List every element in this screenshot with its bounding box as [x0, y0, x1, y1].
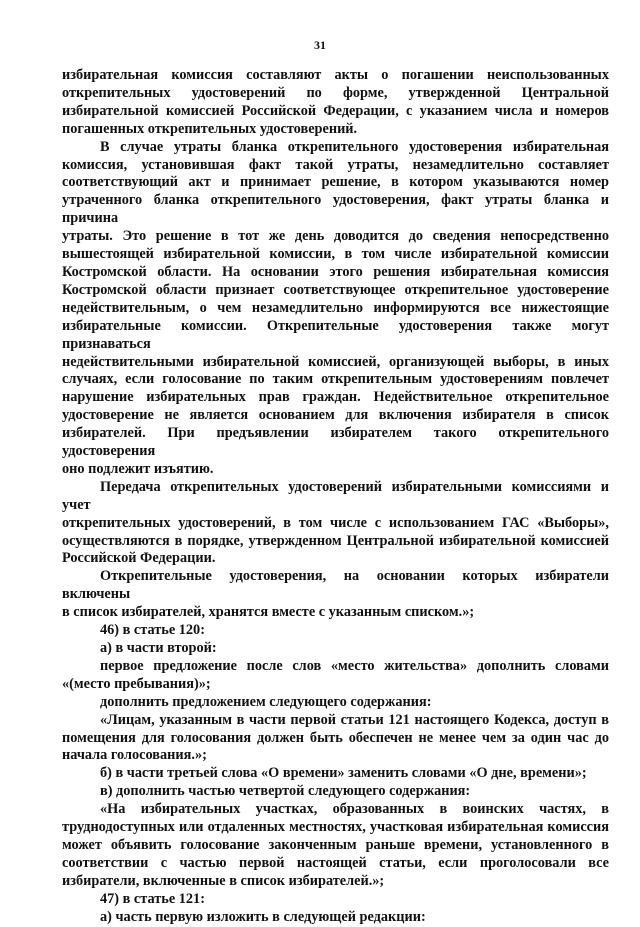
- document-body: [62, 67, 609, 927]
- text-line: «На избирательных участках, образованных в воинских частях, в: [100, 801, 609, 818]
- text-line: помещения для голосования должен быть обеспечен не менее чем за один час до: [62, 729, 609, 746]
- text-line: а) часть первую изложить в следующей редакции:: [100, 908, 426, 925]
- text-line: начала голосования.»;: [62, 747, 207, 764]
- paragraph-add-sentence: [62, 694, 609, 712]
- text-line: случаях, если голосование по таким открепительным удостоверениям повлечет: [62, 371, 609, 388]
- text-line: может объявить голосование законченным раньше времени, установленного в: [62, 836, 609, 853]
- text-line: избирательная комиссия составляют акты о погашении неиспользованных: [62, 67, 609, 83]
- text-line: недействительными избирательной комиссией, организующей выборы, в иных: [62, 353, 609, 370]
- text-line: избирательные комиссии. Открепительные удостоверения также могут признаваться: [62, 317, 609, 352]
- paragraph-early-close-quote: [62, 801, 609, 891]
- text-line: погашенных открепительных удостоверений.: [62, 120, 358, 137]
- paragraph-item-47: [62, 891, 609, 909]
- text-line: утраченного бланка открепительного удостоверения, факт утраты бланка и причина: [62, 192, 609, 227]
- text-line: избиратели, включенные в список избирателей.»;: [62, 872, 385, 889]
- text-line: Костромской области. На основании этого решения избирательная комиссия: [62, 263, 609, 280]
- text-line: нарушение избирательных прав граждан. Недействительное открепительное: [62, 389, 609, 406]
- text-line: соответствующий акт и принимает решение, в котором указываются номер: [62, 174, 609, 191]
- text-line: открепительных удостоверений, в том числе с использованием ГАС «Выборы»,: [62, 514, 609, 531]
- text-line: открепительных удостоверений по форме, утвержденной Центральной: [62, 84, 609, 101]
- text-line: Костромской области признает соответствующее открепительное удостоверение: [62, 281, 609, 298]
- paragraph-transfer-accounting: [62, 479, 609, 569]
- text-line: а) в части второй:: [100, 640, 217, 656]
- text-line: утраты. Это решение в тот же день доводится до сведения непосредственно: [62, 228, 609, 245]
- text-line: удостоверение не является основанием для включения избирателя в список: [62, 407, 609, 424]
- text-line: первое предложение после слов «место жительства» дополнить словами: [100, 657, 609, 674]
- text-line: недействительным, о чем незамедлительно информируются все нижестоящие: [62, 299, 609, 316]
- text-line: Передача открепительных удостоверений избирательными комиссиями и учет: [62, 478, 609, 513]
- text-line: в список избирателей, хранятся вместе с указанным списком.»;: [62, 604, 475, 621]
- text-line: Российской Федерации.: [62, 550, 216, 567]
- paragraph-item-46c: [62, 783, 609, 801]
- text-line: оно подлежит изъятию.: [62, 460, 214, 477]
- text-line: избирателей. При предъявлении избирателем такого открепительного удостоверения: [62, 425, 609, 460]
- page-number: 31: [314, 38, 326, 52]
- paragraph-first-sentence: [62, 658, 609, 694]
- text-line: вышестоящей избирательной комиссии, в том числе избирательной комиссии: [62, 246, 609, 263]
- text-line: комиссия, установившая факт такой утраты, незамедлительно составляет: [62, 156, 609, 173]
- text-line: «Лицам, указанным в части первой статьи 121 настоящего Кодекса, доступ в: [100, 711, 609, 728]
- text-line: «(место пребывания)»;: [62, 675, 211, 692]
- text-line: 47) в статье 121:: [100, 890, 205, 907]
- text-line: 46) в статье 120:: [100, 622, 205, 639]
- paragraph-item-47a: [62, 909, 609, 927]
- paragraph-commission-acts: [62, 67, 609, 139]
- paragraph-item-46: [62, 622, 609, 640]
- paragraph-item-46b: [62, 765, 609, 783]
- text-line: труднодоступных или отдаленных местностях, участковая избирательная комиссия: [62, 819, 609, 836]
- paragraph-blank-loss: [62, 139, 609, 479]
- text-line: осуществляются в порядке, утвержденном Центральной избирательной комиссией: [62, 532, 609, 549]
- text-line: дополнить предложением следующего содержания:: [100, 693, 432, 710]
- text-line: В случае утраты бланка открепительного удостоверения избирательная: [100, 138, 609, 155]
- paragraph-access-quote: [62, 712, 609, 766]
- text-line: избирательной комиссией Российской Федерации, с указанием числа и номеров: [62, 102, 609, 119]
- text-line: соответствии с частью первой настоящей статьи, если проголосовали все: [62, 854, 609, 871]
- text-line: б) в части третьей слова «О времени» заменить словами «О дне, времени»;: [100, 765, 587, 782]
- text-line: Открепительные удостоверения, на основании которых избиратели включены: [62, 568, 609, 603]
- paragraph-item-46a: [62, 640, 609, 658]
- paragraph-storage: [62, 568, 609, 622]
- text-line: в) дополнить частью четвертой следующего содержания:: [100, 783, 471, 800]
